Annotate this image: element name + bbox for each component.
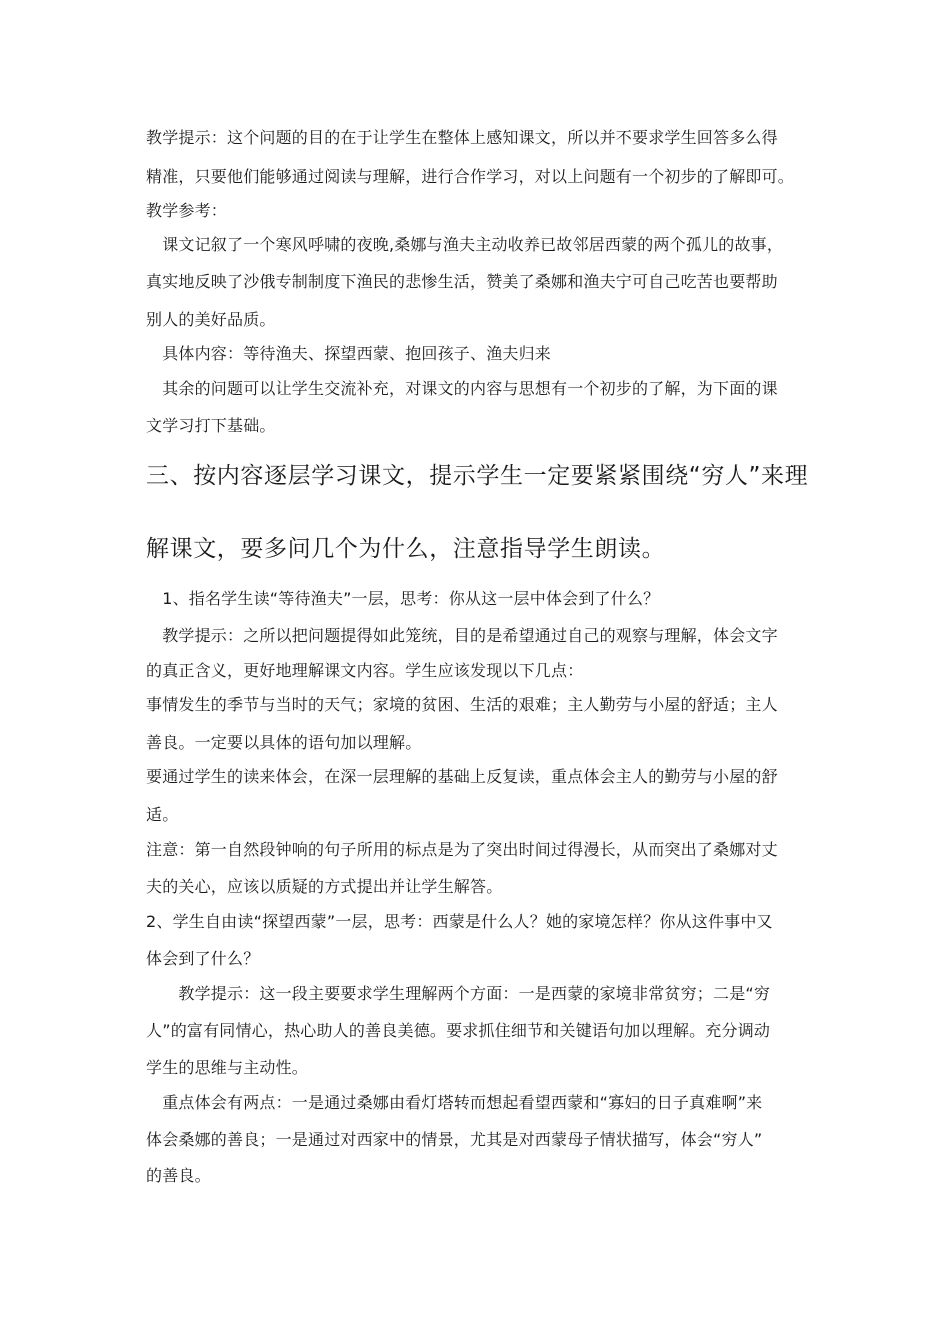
paragraph-line: 注意：第一自然段钟响的句子所用的标点是为了突出时间过得漫长，从而突出了桑娜对丈 <box>146 840 778 859</box>
paragraph-line: 教学参考： <box>146 201 228 220</box>
paragraph-line: 2、学生自由读“探望西蒙”一层，思考：西蒙是什么人？她的家境怎样？你从这件事中又 <box>146 912 773 931</box>
paragraph-line: 善良。一定要以具体的语句加以理解。 <box>146 733 422 752</box>
paragraph-line: 重点体会有两点：一是通过桑娜由看灯塔转而想起看望西蒙和“寡妇的日子真难啊”来 <box>146 1093 763 1112</box>
paragraph-line: 的真正含义，更好地理解课文内容。学生应该发现以下几点： <box>146 661 584 680</box>
paragraph-line: 具体内容：等待渔夫、探望西蒙、抱回孩子、渔夫归来 <box>146 344 552 363</box>
paragraph-line: 其余的问题可以让学生交流补充，对课文的内容与思想有一个初步的了解，为下面的课 <box>146 379 778 398</box>
paragraph-line: 要通过学生的读来体会，在深一层理解的基础上反复读，重点体会主人的勤劳与小屋的舒 <box>146 767 778 786</box>
paragraph-line: 教学提示：这一段主要要求学生理解两个方面：一是西蒙的家境非常贫穷；二是“穷 <box>146 984 771 1003</box>
paragraph-line: 学生的思维与主动性。 <box>146 1058 309 1077</box>
paragraph-line: 课文记叙了一个寒风呼啸的夜晚,桑娜与渔夫主动收养已故邻居西蒙的两个孤儿的故事， <box>146 235 784 254</box>
paragraph-line: 教学提示：这个问题的目的在于让学生在整体上感知课文，所以并不要求学生回答多么得 <box>146 128 778 147</box>
paragraph-line: 人”的富有同情心，热心助人的善良美德。要求抓住细节和关键语句加以理解。充分调动 <box>146 1021 771 1040</box>
paragraph-line: 精准，只要他们能够通过阅读与理解，进行合作学习，对以上问题有一个初步的了解即可。 <box>146 167 795 186</box>
paragraph-line: 教学提示：之所以把问题提得如此笼统，目的是希望通过自己的观察与理解，体会文字 <box>146 626 778 645</box>
section-heading-line: 三、按内容逐层学习课文，提示学生一定要紧紧围绕“穷人”来理 <box>146 463 809 489</box>
paragraph-line: 真实地反映了沙俄专制制度下渔民的悲惨生活，赞美了桑娜和渔夫宁可自己吃苦也要帮助 <box>146 272 778 291</box>
paragraph-line: 别人的美好品质。 <box>146 310 276 329</box>
paragraph-line: 体会到了什么？ <box>146 949 260 968</box>
section-heading-line: 解课文，要多问几个为什么，注意指导学生朗读。 <box>146 536 666 562</box>
paragraph-line: 夫的关心，应该以质疑的方式提出并让学生解答。 <box>146 877 503 896</box>
paragraph-line: 适。 <box>146 805 179 824</box>
paragraph-line: 1、指名学生读“等待渔夫”一层，思考：你从这一层中体会到了什么？ <box>146 589 660 608</box>
paragraph-line: 体会桑娜的善良；一是通过对西家中的情景，尤其是对西蒙母子情状描写，体会“穷人” <box>146 1130 763 1149</box>
paragraph-line: 文学习打下基础。 <box>146 416 276 435</box>
paragraph-line: 事情发生的季节与当时的天气；家境的贫困、生活的艰难；主人勤劳与小屋的舒适；主人 <box>146 695 778 714</box>
paragraph-line: 的善良。 <box>146 1166 211 1185</box>
